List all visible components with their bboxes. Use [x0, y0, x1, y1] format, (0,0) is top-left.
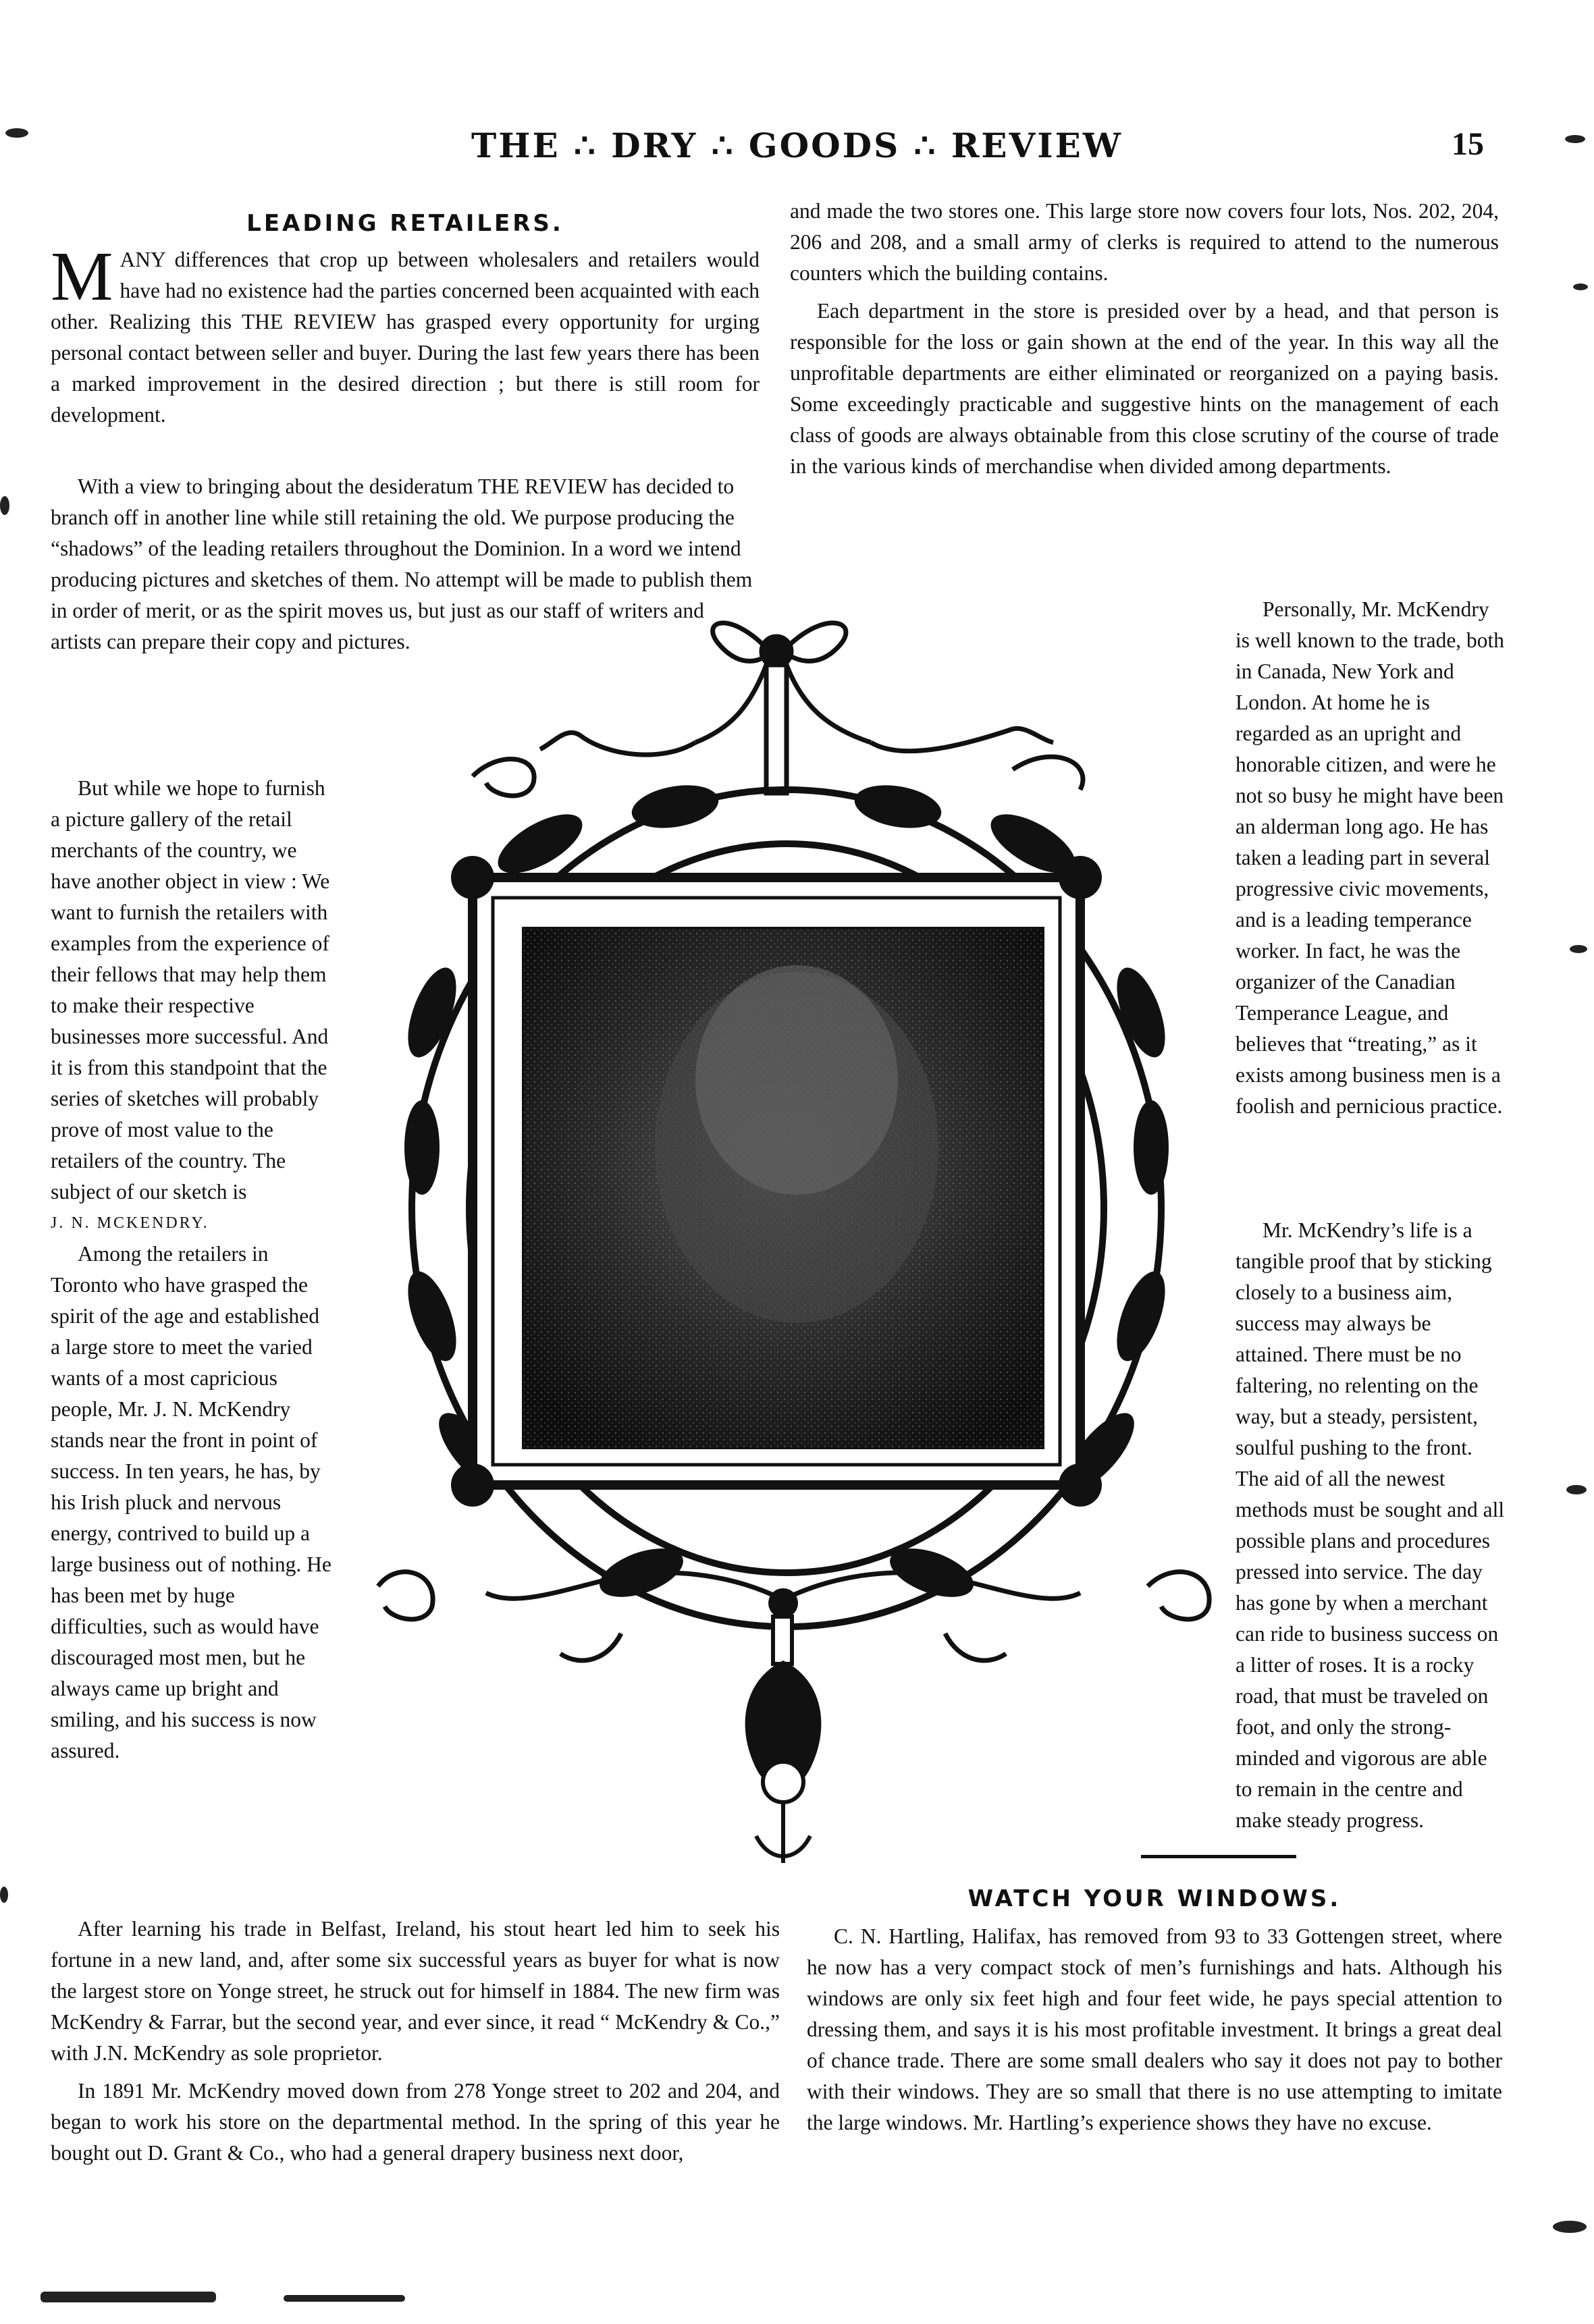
bottom-ribbon-ornament [378, 1572, 1209, 1660]
article-left-column [51, 208, 760, 431]
continued-paragraph-1: and made the two stores one. This large store now covers four lots, Nos. 202, 204, 206 and 208, and a small army of clerks is required to attend to the numerous counters which the building contains. [790, 199, 1499, 285]
subject-subheading: J. N. MCKENDRY. [51, 1214, 209, 1232]
article2-heading: WATCH YOUR WINDOWS. [967, 1885, 1341, 1912]
body-paragraph-3: In 1891 Mr. McKendry moved down from 278 Yonge street to 202 and 204, and began to work his store on the departmental method. In the spring of this year he bought out D. Grant & Co., who had a general drapery business next door, [51, 2079, 780, 2165]
article-right-narrow-column-2 [1236, 1215, 1506, 1836]
masthead-title: THE ∴ DRY ∴ GOODS ∴ REVIEW [471, 126, 1123, 165]
drop-cap: M [51, 238, 113, 315]
laurel-wreath [412, 790, 1161, 1627]
intro-paragraph-3: But while we hope to furnish a picture gallery of the retail merchants of the country, we have another object in view : We want to furnish the retailers with examples from the experience of their fellows that may help them to make their respective businesses more successful. And it is from this standpoint that the series of sketches will probably prove of most value to the retailers of the country. The subject of our sketch is [51, 776, 330, 1204]
pendant-ornament [745, 1617, 822, 1863]
continued-paragraph-3: Personally, Mr. McKendry is well known to the trade, both in Canada, New York and London. At home he is regarded as an upright and honorable citizen, and were he not so busy he might have been an alderman long ago. He has taken a leading part in several progressive civic movements, and is a leading temperance worker. In fact, he was the organizer of the Canadian Temperance League, and believes that “treating,” as it exists among business men is a foolish and pernicious practice. [1236, 597, 1505, 1118]
body-paragraph-1: Among the retailers in Toronto who have grasped the spirit of the age and established a large store to meet the varied wants of a most capricious people, Mr. J. N. McKendry stands near the front in point of success. In ten years, he has, by his Irish pluck and nervous energy, contrived to build up a large business out of nothing. He has been met by huge difficulties, such as would have discouraged most men, but he always came up bright and smiling, and his success is now assured. [51, 1242, 331, 1762]
article-heading: LEADING RETAILERS. [246, 210, 564, 237]
intro-text-1: ANY differences that crop up between wholesalers and retailers would have had no existence had the parties concerned been acquainted with each other. Realizing this THE REVIEW has grasped every opportunity for urging personal contact between seller and buyer. During the last few years there has been a marked improvement in the desired direction ; but there is still room for development. [51, 248, 760, 427]
article-left-column-2 [51, 471, 760, 657]
article2-body: C. N. Hartling, Halifax, has removed from 93 to 33 Gottengen street, where he now has a very compact stock of men’s furnishings and hats. Although his windows are only six feet high and four feet wide, he pays special attention to dressing them, and says it is his most profitable investment. It brings a great deal of chance trade. There are some small dealers who say it does not pay to bother with their windows. They are so small that there is no use attempting to imitate the large windows. Mr. Hartling’s experience shows they have no excuse. [807, 1924, 1502, 2134]
wreath-leaves [398, 779, 1175, 1606]
article-lower-left-column [51, 1914, 780, 2169]
page-number: 15 [1452, 126, 1484, 162]
body-paragraph-2: After learning his trade in Belfast, Ireland, his stout heart led him to seek his fortune in a new land, and, after some six successful years as buyer for what is now the largest store on Yonge street, he struck out for himself in 1884. The new firm was McKendry & Farrar, but the second year, and ever since, it read “ McKendry & Co.,” with J.N. McKendry as sole proprietor. [51, 1917, 780, 2065]
article2-column [807, 1883, 1502, 2138]
article-right-column [790, 196, 1499, 482]
intro-paragraph-2: With a view to bringing about the desideratum THE REVIEW has decided to branch off in another line while still retaining the old. We purpose producing the “shadows” of the leading retailers throughout the Dominion. In a word we intend producing pictures and sketches of them. No attempt will be made to publish them in order of merit, or as the spirit moves us, but just as our staff of writers and artists can prepare their copy and pictures. [51, 475, 753, 653]
continued-paragraph-2: Each department in the store is presided over by a head, and that person is responsible for the loss or gain shown at the end of the year. In this way all the unprofitable departments are either eliminated or reorganized on a paying basis. Some exceedingly practicable and suggestive hints on the management of each class of goods are always obtainable from this close scrutiny of the course of trade in the various kinds of merchandise when divided among departments. [790, 299, 1499, 478]
article-right-narrow-column [1236, 594, 1506, 1122]
section-divider [1141, 1855, 1296, 1858]
continued-paragraph-4: Mr. McKendry’s life is a tangible proof that by sticking closely to a business aim, success may always be attained. There must be no faltering, no relenting on the way, but a steady, persistent, soulful pushing to the front. The aid of all the newest methods must be sought and all possible plans and procedures pressed into service. The day has gone by when a merchant can ride to business success on a litter of roses. It is a rocky road, that must be traveled on foot, and only the strong-minded and vigorous are able to remain in the centre and make steady progress. [1236, 1218, 1505, 1832]
article-left-narrow-column [51, 773, 333, 1766]
intro-paragraph-1 [51, 238, 760, 431]
portrait-photograph [523, 928, 1043, 1448]
